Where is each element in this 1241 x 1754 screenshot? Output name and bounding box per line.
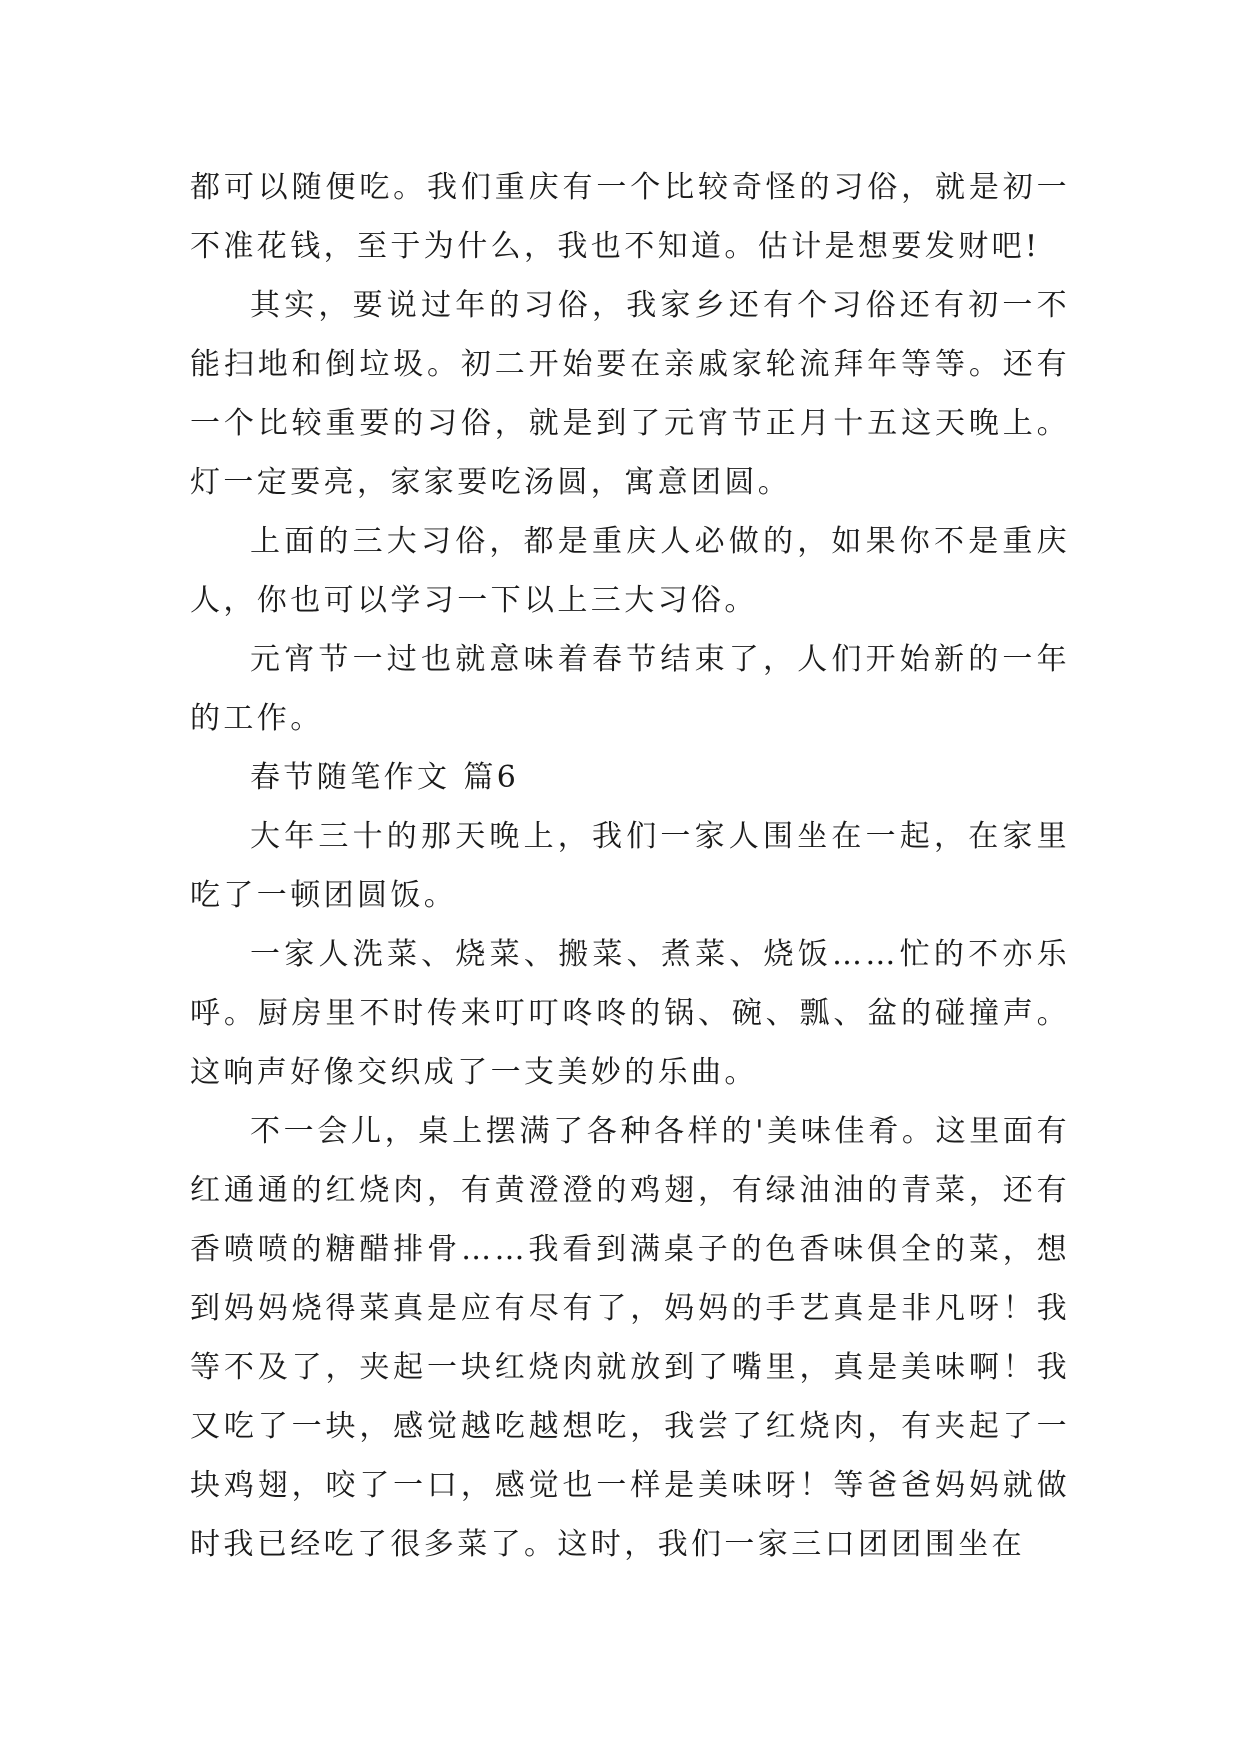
paragraph-customs: 其实，要说过年的习俗，我家乡还有个习俗还有初一不能扫地和倒垃圾。初二开始要在亲戚家轮流拜年等等。还有一个比较重要的习俗，就是到了元宵节正月十五这天晚上。灯一定要亮，家家要吃汤圆，寓意团圆。 — [190, 288, 1070, 500]
body-text — [190, 158, 1070, 1574]
paragraph-three-customs: 上面的三大习俗，都是重庆人必做的，如果你不是重庆人，你也可以学习一下以上三大习俗。 — [190, 524, 1070, 618]
section-heading: 春节随笔作文 篇6 — [250, 760, 520, 795]
paragraph-continuation: 都可以随便吃。我们重庆有一个比较奇怪的习俗，就是初一不准花钱，至于为什么，我也不知道。估计是想要发财吧! — [190, 170, 1070, 264]
paragraph-new-years-eve: 大年三十的那天晚上，我们一家人围坐在一起，在家里吃了一顿团圆饭。 — [190, 819, 1070, 913]
paragraph-lantern-festival: 元宵节一过也就意味着春节结束了，人们开始新的一年的工作。 — [190, 642, 1070, 736]
paragraph-cooking: 一家人洗菜、烧菜、搬菜、煮菜、烧饭……忙的不亦乐呼。厨房里不时传来叮叮咚咚的锅、碗、瓢、盆的碰撞声。这响声好像交织成了一支美妙的乐曲。 — [190, 937, 1070, 1090]
paragraph-dinner: 不一会儿，桌上摆满了各种各样的'美味佳肴。这里面有红通通的红烧肉，有黄澄澄的鸡翅，有绿油油的青菜，还有香喷喷的糖醋排骨……我看到满桌子的色香味俱全的菜，想到妈妈烧得菜真是应有尽有了，妈妈的手艺真是非凡呀！我等不及了，夹起一块红烧肉就放到了嘴里，真是美味啊！我又吃了一块，感觉越吃越想吃，我尝了红烧肉，有夹起了一块鸡翅，咬了一口，感觉也一样是美味呀！等爸爸妈妈就做时我已经吃了很多菜了。这时，我们一家三口团团围坐在 — [190, 1114, 1070, 1562]
